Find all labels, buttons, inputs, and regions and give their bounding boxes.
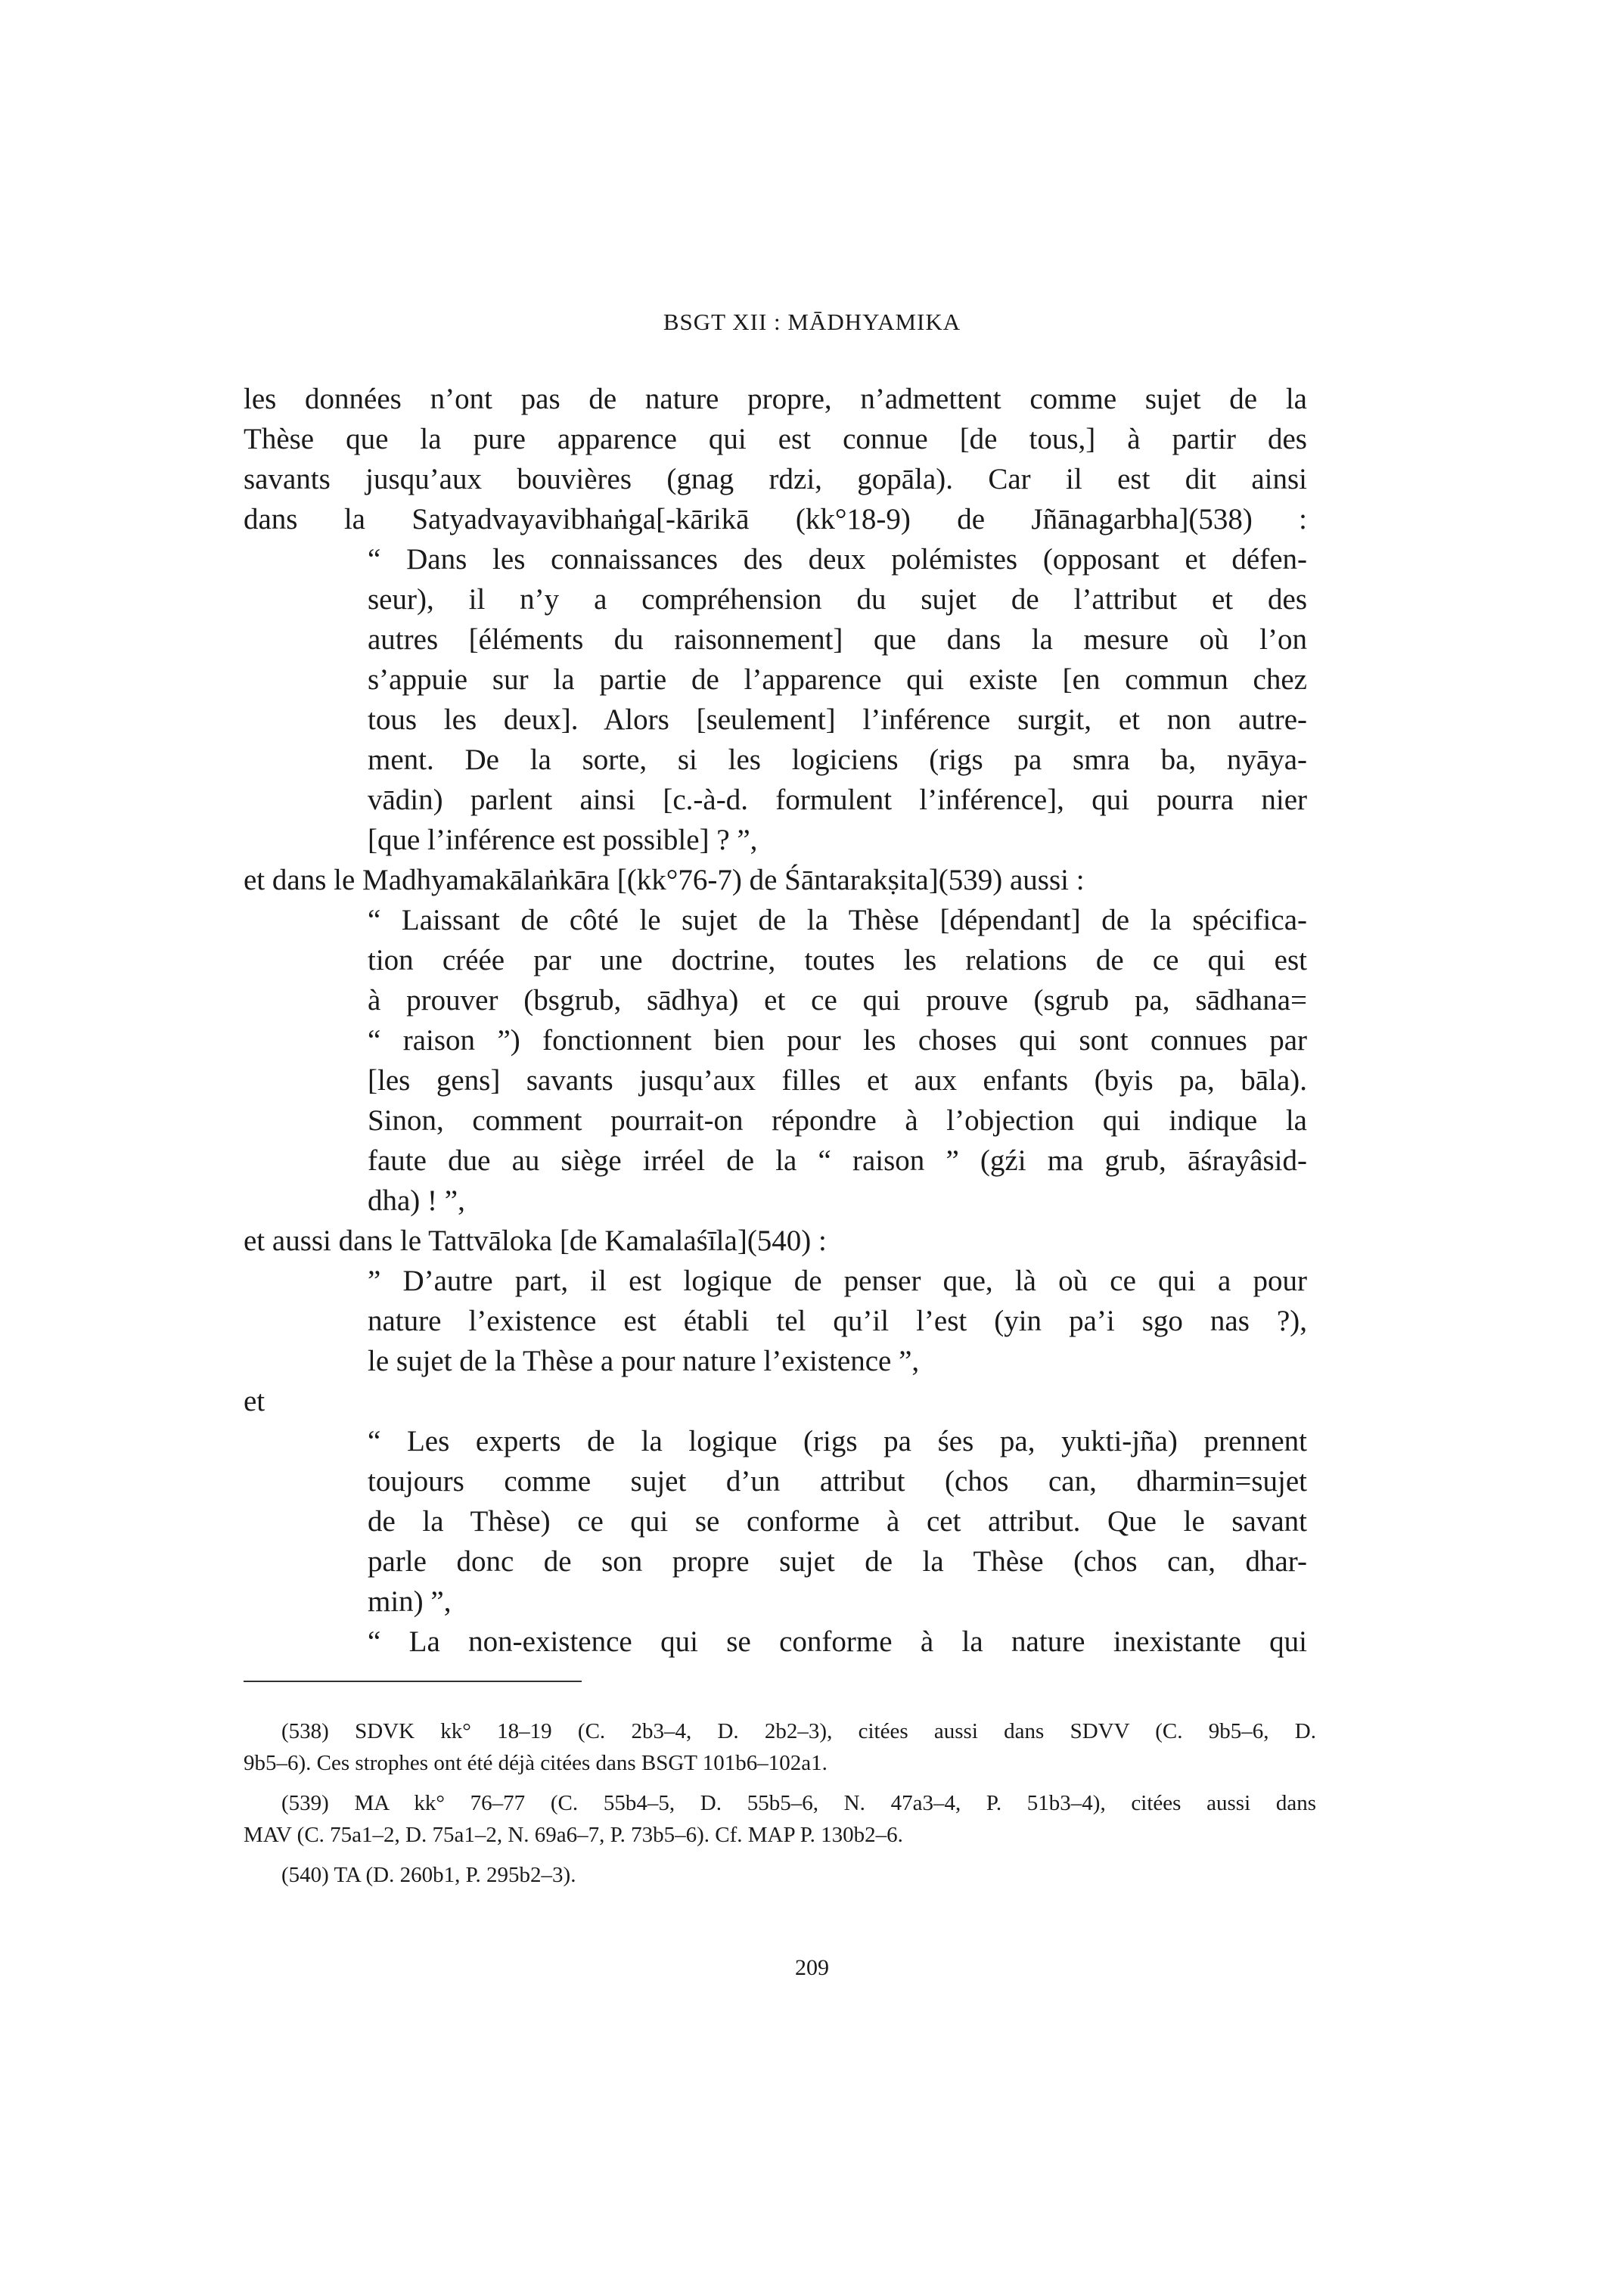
body-line: toujours comme sujet d’un attribut (chos can, dharmin=sujet bbox=[368, 1465, 1307, 1498]
body-line: parle donc de son propre sujet de la Thèse (chos can, dhar- bbox=[368, 1545, 1307, 1578]
running-head: BSGT XII : MĀDHYAMIKA bbox=[663, 309, 961, 335]
body-line: faute due au siège irréel de la “ raison ” (gźi ma grub, āśrayâsid- bbox=[368, 1144, 1307, 1177]
body-line: min) ”, bbox=[368, 1585, 452, 1618]
body-line: savants jusqu’aux bouvières (gnag rdzi, gopāla). Car il est dit ainsi bbox=[244, 463, 1307, 495]
body-line: le sujet de la Thèse a pour nature l’existence ”, bbox=[368, 1345, 920, 1377]
body-line: autres [éléments du raisonnement] que dans la mesure où l’on bbox=[368, 623, 1307, 656]
body-line: vādin) parlent ainsi [c.-à-d. formulent l’inférence], qui pourra nier bbox=[368, 784, 1307, 816]
footnote-line: (540) TA (D. 260b1, P. 295b2–3). bbox=[281, 1863, 576, 1887]
footnote-line: (538) SDVK kk° 18–19 (C. 2b3–4, D. 2b2–3), citées aussi dans SDVV (C. 9b5–6, D. bbox=[281, 1719, 1316, 1743]
body-line: s’appuie sur la partie de l’apparence qui existe [en commun chez bbox=[368, 663, 1307, 696]
body-line: ment. De la sorte, si les logiciens (rigs pa smra ba, nyāya- bbox=[368, 743, 1307, 776]
footnote-line: (539) MA kk° 76–77 (C. 55b4–5, D. 55b5–6, N. 47a3–4, P. 51b3–4), citées aussi dans bbox=[281, 1791, 1316, 1815]
body-line: de la Thèse) ce qui se conforme à cet attribut. Que le savant bbox=[368, 1505, 1307, 1538]
body-line: et aussi dans le Tattvāloka [de Kamalaśīla](540) : bbox=[244, 1225, 827, 1257]
body-line: et bbox=[244, 1385, 265, 1417]
body-line: à prouver (bsgrub, sādhya) et ce qui prouve (sgrub pa, sādhana= bbox=[368, 984, 1307, 1017]
body-line: “ Les experts de la logique (rigs pa śes pa, yukti-jña) prennent bbox=[368, 1425, 1307, 1457]
body-line: ” D’autre part, il est logique de penser que, là où ce qui a pour bbox=[368, 1265, 1307, 1297]
body-line: [que l’inférence est possible] ? ”, bbox=[368, 824, 758, 856]
body-line: tous les deux]. Alors [seulement] l’inférence surgit, et non autre- bbox=[368, 703, 1307, 736]
footnote-line: MAV (C. 75a1–2, D. 75a1–2, N. 69a6–7, P. 73b5–6). Cf. MAP P. 130b2–6. bbox=[244, 1823, 903, 1847]
body-line: “ raison ”) fonctionnent bien pour les choses qui sont connues par bbox=[368, 1024, 1307, 1057]
body-line: tion créée par une doctrine, toutes les relations de ce qui est bbox=[368, 944, 1307, 976]
body-line: “ La non-existence qui se conforme à la nature inexistante qui bbox=[368, 1625, 1307, 1658]
footnote-rule bbox=[244, 1681, 582, 1682]
body-line: seur), il n’y a compréhension du sujet de l’attribut et des bbox=[368, 583, 1307, 616]
body-line: dans la Satyadvayavibhaṅga[-kārikā (kk°18-9) de Jñānagarbha](538) : bbox=[244, 503, 1307, 535]
page-number: 209 bbox=[795, 1955, 829, 1980]
body-line: “ Laissant de côté le sujet de la Thèse [dépendant] de la spécifica- bbox=[368, 904, 1307, 936]
body-line: Thèse que la pure apparence qui est connue [de tous,] à partir des bbox=[244, 423, 1307, 455]
body-line: Sinon, comment pourrait-on répondre à l’objection qui indique la bbox=[368, 1104, 1307, 1137]
body-line: “ Dans les connaissances des deux polémistes (opposant et défen- bbox=[368, 543, 1307, 576]
footnote-line: 9b5–6). Ces strophes ont été déjà citées dans BSGT 101b6–102a1. bbox=[244, 1751, 828, 1775]
body-line: nature l’existence est établi tel qu’il l’est (yin pa’i sgo nas ?), bbox=[368, 1305, 1307, 1337]
body-line: [les gens] savants jusqu’aux filles et aux enfants (byis pa, bāla). bbox=[368, 1064, 1307, 1097]
body-line: les données n’ont pas de nature propre, n’admettent comme sujet de la bbox=[244, 383, 1307, 415]
body-line: dha) ! ”, bbox=[368, 1184, 465, 1217]
body-line: et dans le Madhyamakālaṅkāra [(kk°76-7) de Śāntarakṣita](539) aussi : bbox=[244, 864, 1085, 896]
